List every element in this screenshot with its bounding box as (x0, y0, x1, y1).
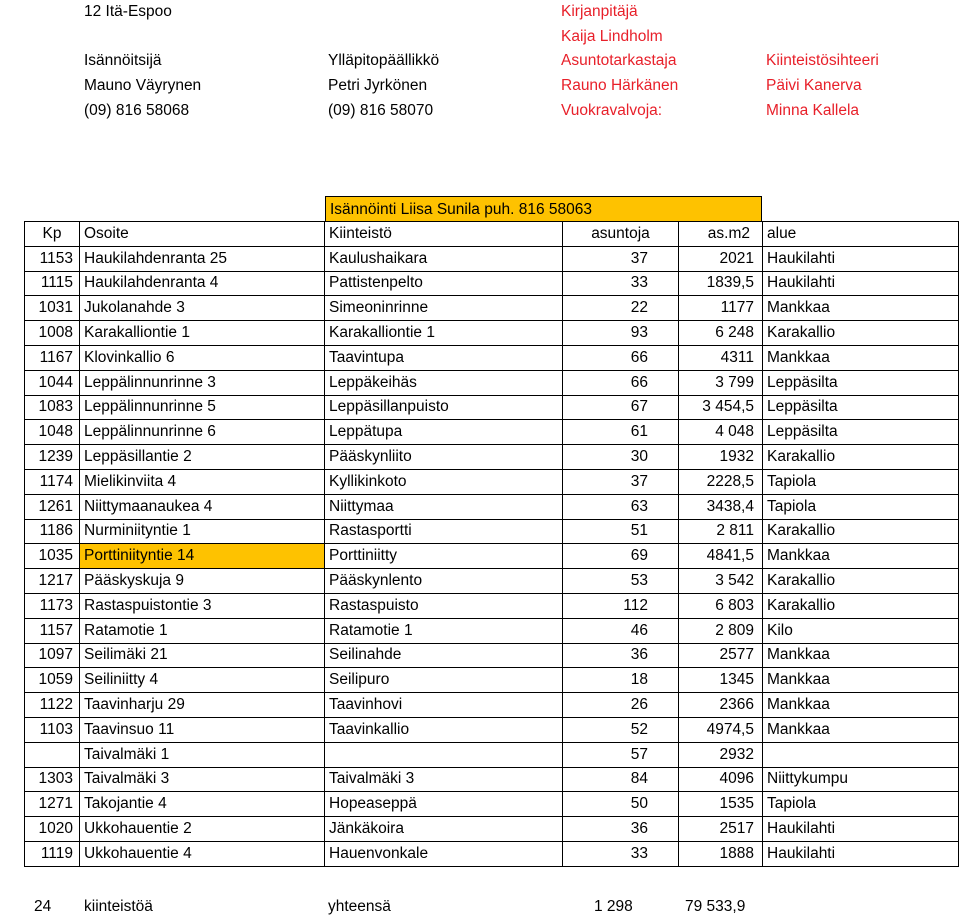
table-row (25, 321, 959, 346)
column-header-kp: Kp (25, 222, 80, 247)
cell-area: Karakallio (763, 519, 959, 544)
total-count: 24 (34, 898, 52, 915)
cell-m2: 3438,4 (679, 494, 763, 519)
cell-property: Taavinkallio (325, 717, 563, 742)
cell-property: Taavinhovi (325, 693, 563, 718)
cell-units: 112 (563, 593, 679, 618)
cell-units: 37 (563, 246, 679, 271)
cell-address: Seiliniitty 4 (80, 668, 325, 693)
cell-kp (25, 742, 80, 767)
cell-units: 18 (563, 668, 679, 693)
table-row (25, 742, 959, 767)
cell-kp: 1153 (25, 246, 80, 271)
table-row (25, 817, 959, 842)
cell-m2: 2228,5 (679, 469, 763, 494)
cell-property (325, 742, 563, 767)
cell-property: Pattistenpelto (325, 271, 563, 296)
cell-property: Leppäsillanpuisto (325, 395, 563, 420)
cell-address: Haukilahdenranta 4 (80, 271, 325, 296)
cell-area: Karakallio (763, 445, 959, 470)
cell-units: 84 (563, 767, 679, 792)
cell-address: Leppäsillantie 2 (80, 445, 325, 470)
column-header-area: alue (763, 222, 959, 247)
inspector-name: Rauno Härkänen (561, 77, 679, 94)
management-banner-text: Isännöinti Liisa Sunila puh. 816 58063 (330, 201, 592, 218)
cell-units: 22 (563, 296, 679, 321)
cell-m2: 3 542 (679, 569, 763, 594)
district-title: 12 Itä-Espoo (84, 3, 172, 20)
cell-units: 26 (563, 693, 679, 718)
cell-address: Taivalmäki 3 (80, 767, 325, 792)
cell-property: Porttiniitty (325, 544, 563, 569)
table-row (25, 693, 959, 718)
cell-area: Tapiola (763, 792, 959, 817)
manager-phone: (09) 816 58068 (84, 102, 190, 119)
cell-area (763, 742, 959, 767)
cell-area: Mankkaa (763, 717, 959, 742)
manager-title: Isännöitsijä (84, 52, 162, 69)
cell-units: 46 (563, 618, 679, 643)
cell-property: Rastaspuisto (325, 593, 563, 618)
cell-address: Ratamotie 1 (80, 618, 325, 643)
cell-units: 37 (563, 469, 679, 494)
cell-area: Kilo (763, 618, 959, 643)
table-row (25, 246, 959, 271)
table-row (25, 296, 959, 321)
cell-kp: 1031 (25, 296, 80, 321)
cell-m2: 2 809 (679, 618, 763, 643)
cell-address: Porttiniityntie 14 (80, 544, 325, 569)
cell-m2: 1839,5 (679, 271, 763, 296)
cell-kp: 1035 (25, 544, 80, 569)
table-row (25, 420, 959, 445)
cell-units: 61 (563, 420, 679, 445)
cell-address: Takojantie 4 (80, 792, 325, 817)
cell-area: Haukilahti (763, 841, 959, 866)
cell-property: Niittymaa (325, 494, 563, 519)
cell-kp: 1174 (25, 469, 80, 494)
cell-property: Karakalliontie 1 (325, 321, 563, 346)
total-m2: 79 533,9 (685, 898, 746, 915)
cell-address: Karakalliontie 1 (80, 321, 325, 346)
cell-property: Taavintupa (325, 345, 563, 370)
table-row (25, 469, 959, 494)
cell-area: Leppäsilta (763, 420, 959, 445)
cell-units: 69 (563, 544, 679, 569)
cell-kp: 1167 (25, 345, 80, 370)
cell-area: Tapiola (763, 469, 959, 494)
cell-m2: 6 803 (679, 593, 763, 618)
cell-address: Niittymaanaukea 4 (80, 494, 325, 519)
table-row (25, 717, 959, 742)
cell-address: Mielikinviita 4 (80, 469, 325, 494)
cell-address: Leppälinnunrinne 3 (80, 370, 325, 395)
cell-area: Karakallio (763, 593, 959, 618)
table-row (25, 345, 959, 370)
table-row (25, 569, 959, 594)
cell-kp: 1059 (25, 668, 80, 693)
secretary-name: Päivi Kanerva (766, 77, 862, 94)
cell-kp: 1271 (25, 792, 80, 817)
cell-units: 93 (563, 321, 679, 346)
cell-address: Taavinharju 29 (80, 693, 325, 718)
total-sum-label: yhteensä (328, 898, 391, 915)
total-count-label: kiinteistöä (84, 898, 153, 915)
cell-units: 63 (563, 494, 679, 519)
cell-kp: 1122 (25, 693, 80, 718)
cell-units: 57 (563, 742, 679, 767)
cell-property: Seilinahde (325, 643, 563, 668)
cell-kp: 1173 (25, 593, 80, 618)
cell-property: Ratamotie 1 (325, 618, 563, 643)
cell-units: 66 (563, 370, 679, 395)
cell-kp: 1119 (25, 841, 80, 866)
cell-area: Niittykumpu (763, 767, 959, 792)
cell-kp: 1239 (25, 445, 80, 470)
cell-property: Leppäkeihäs (325, 370, 563, 395)
cell-m2: 4974,5 (679, 717, 763, 742)
table-row (25, 767, 959, 792)
cell-m2: 2517 (679, 817, 763, 842)
cell-kp: 1103 (25, 717, 80, 742)
manager-name: Mauno Väyrynen (84, 77, 202, 94)
table-row (25, 792, 959, 817)
cell-address: Leppälinnunrinne 5 (80, 395, 325, 420)
cell-m2: 4841,5 (679, 544, 763, 569)
table-row (25, 668, 959, 693)
cell-address: Seilimäki 21 (80, 643, 325, 668)
total-units: 1 298 (594, 898, 633, 915)
cell-area: Mankkaa (763, 668, 959, 693)
table-row (25, 494, 959, 519)
inspector-title: Asuntotarkastaja (561, 52, 677, 69)
cell-kp: 1008 (25, 321, 80, 346)
cell-kp: 1048 (25, 420, 80, 445)
cell-property: Kaulushaikara (325, 246, 563, 271)
accountant-title: Kirjanpitäjä (561, 3, 638, 20)
cell-kp: 1303 (25, 767, 80, 792)
cell-units: 33 (563, 841, 679, 866)
table-row (25, 445, 959, 470)
cell-address: Ukkohauentie 4 (80, 841, 325, 866)
cell-m2: 2 811 (679, 519, 763, 544)
table-row (25, 618, 959, 643)
maintenance-name: Petri Jyrkönen (328, 77, 428, 94)
cell-property: Kyllikinkoto (325, 469, 563, 494)
cell-address: Pääskyskuja 9 (80, 569, 325, 594)
cell-area: Mankkaa (763, 693, 959, 718)
management-banner (325, 196, 762, 221)
cell-area: Tapiola (763, 494, 959, 519)
cell-property: Seilipuro (325, 668, 563, 693)
cell-units: 67 (563, 395, 679, 420)
cell-property: Hopeaseppä (325, 792, 563, 817)
cell-m2: 2577 (679, 643, 763, 668)
cell-kp: 1115 (25, 271, 80, 296)
cell-units: 30 (563, 445, 679, 470)
table-row (25, 370, 959, 395)
cell-m2: 6 248 (679, 321, 763, 346)
cell-kp: 1186 (25, 519, 80, 544)
cell-area: Haukilahti (763, 246, 959, 271)
cell-units: 52 (563, 717, 679, 742)
cell-address: Rastaspuistontie 3 (80, 593, 325, 618)
cell-area: Mankkaa (763, 345, 959, 370)
table-row (25, 519, 959, 544)
table-row (25, 395, 959, 420)
table-row (25, 593, 959, 618)
table-row (25, 544, 959, 569)
cell-kp: 1217 (25, 569, 80, 594)
cell-property: Pääskynlento (325, 569, 563, 594)
cell-address: Taavinsuo 11 (80, 717, 325, 742)
cell-kp: 1157 (25, 618, 80, 643)
cell-address: Klovinkallio 6 (80, 345, 325, 370)
cell-address: Ukkohauentie 2 (80, 817, 325, 842)
cell-area: Mankkaa (763, 544, 959, 569)
cell-kp: 1083 (25, 395, 80, 420)
cell-m2: 4096 (679, 767, 763, 792)
cell-m2: 3 454,5 (679, 395, 763, 420)
property-table (24, 221, 959, 867)
cell-area: Mankkaa (763, 643, 959, 668)
cell-m2: 2366 (679, 693, 763, 718)
column-header-property: Kiinteistö (325, 222, 563, 247)
cell-area: Leppäsilta (763, 395, 959, 420)
accountant-name: Kaija Lindholm (561, 28, 663, 45)
cell-m2: 2932 (679, 742, 763, 767)
cell-property: Leppätupa (325, 420, 563, 445)
cell-units: 53 (563, 569, 679, 594)
cell-units: 33 (563, 271, 679, 296)
cell-kp: 1261 (25, 494, 80, 519)
column-header-address: Osoite (80, 222, 325, 247)
cell-area: Karakallio (763, 569, 959, 594)
cell-area: Karakallio (763, 321, 959, 346)
cell-m2: 3 799 (679, 370, 763, 395)
table-row (25, 841, 959, 866)
table-row (25, 271, 959, 296)
rent-supervisor-title: Vuokravalvoja: (561, 102, 663, 119)
cell-address: Leppälinnunrinne 6 (80, 420, 325, 445)
cell-address: Taivalmäki 1 (80, 742, 325, 767)
cell-units: 36 (563, 643, 679, 668)
column-header-units: asuntoja (563, 222, 679, 247)
cell-units: 66 (563, 345, 679, 370)
cell-area: Haukilahti (763, 817, 959, 842)
cell-kp: 1044 (25, 370, 80, 395)
cell-m2: 4 048 (679, 420, 763, 445)
cell-units: 50 (563, 792, 679, 817)
cell-property: Jänkäkoira (325, 817, 563, 842)
cell-kp: 1020 (25, 817, 80, 842)
cell-kp: 1097 (25, 643, 80, 668)
maintenance-phone: (09) 816 58070 (328, 102, 434, 119)
cell-address: Jukolanahde 3 (80, 296, 325, 321)
cell-m2: 1932 (679, 445, 763, 470)
cell-property: Simeoninrinne (325, 296, 563, 321)
column-header-m2: as.m2 (679, 222, 763, 247)
cell-property: Rastasportti (325, 519, 563, 544)
cell-m2: 2021 (679, 246, 763, 271)
cell-property: Pääskynliito (325, 445, 563, 470)
cell-m2: 1888 (679, 841, 763, 866)
cell-property: Hauenvonkale (325, 841, 563, 866)
cell-area: Mankkaa (763, 296, 959, 321)
table-row (25, 643, 959, 668)
cell-address: Nurminiityntie 1 (80, 519, 325, 544)
cell-m2: 1535 (679, 792, 763, 817)
cell-units: 51 (563, 519, 679, 544)
table-body (25, 246, 959, 866)
cell-m2: 4311 (679, 345, 763, 370)
cell-area: Haukilahti (763, 271, 959, 296)
table-header-row (25, 222, 959, 247)
rent-supervisor-name: Minna Kallela (766, 102, 860, 119)
cell-area: Leppäsilta (763, 370, 959, 395)
cell-m2: 1345 (679, 668, 763, 693)
cell-m2: 1177 (679, 296, 763, 321)
maintenance-title: Ylläpitopäällikkö (328, 52, 440, 69)
secretary-title: Kiinteistösihteeri (766, 52, 879, 69)
cell-property: Taivalmäki 3 (325, 767, 563, 792)
cell-units: 36 (563, 817, 679, 842)
cell-address: Haukilahdenranta 25 (80, 246, 325, 271)
